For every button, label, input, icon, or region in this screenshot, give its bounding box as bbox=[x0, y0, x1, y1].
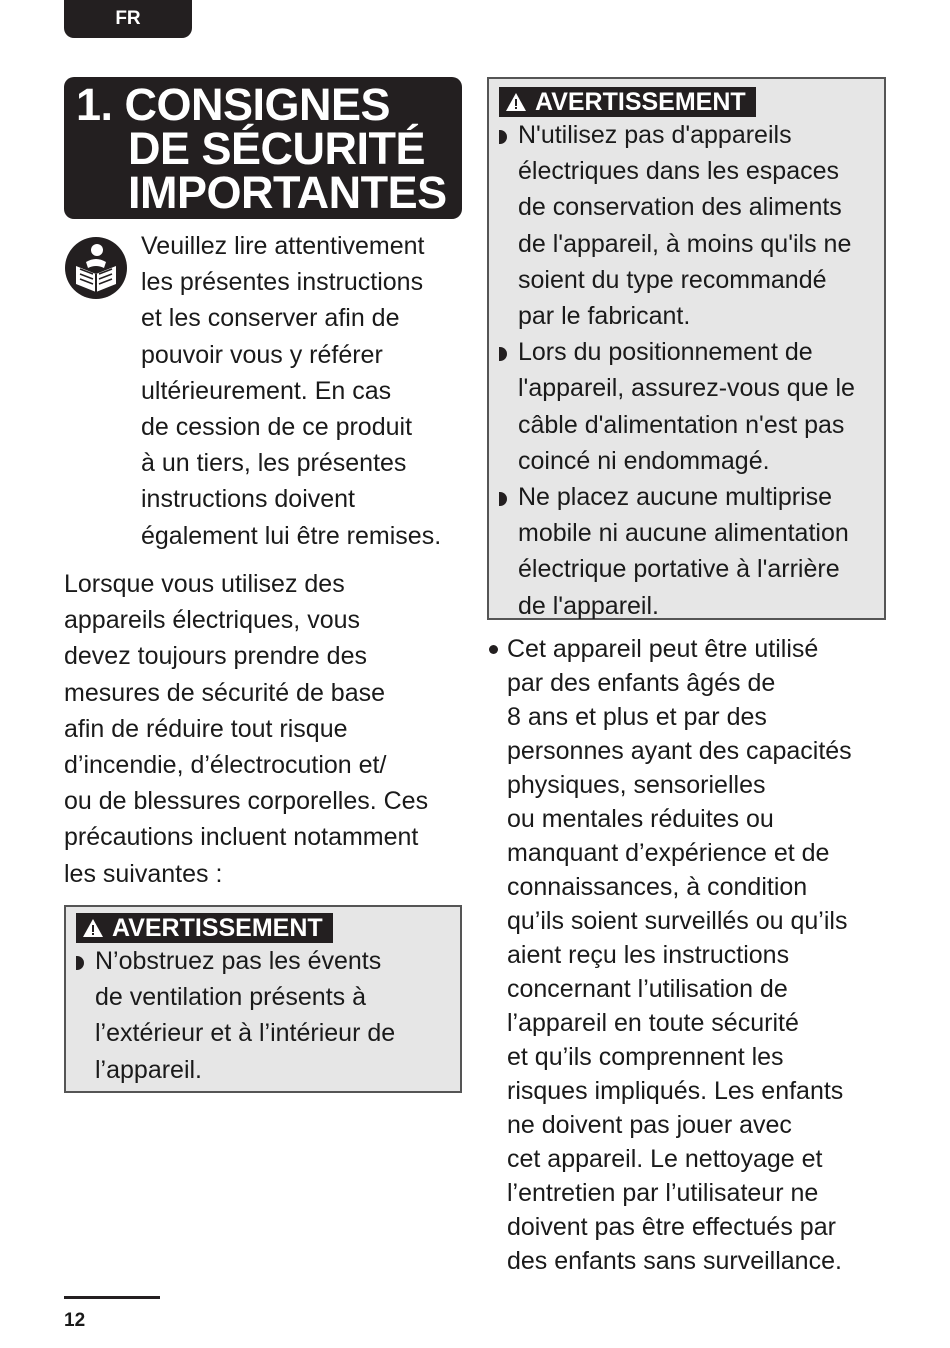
intro-line: ultérieurement. En cas bbox=[141, 376, 392, 405]
paragraph-line: les suivantes : bbox=[64, 859, 223, 888]
children-usage-paragraph bbox=[487, 632, 887, 1278]
half-circle-bullet-icon bbox=[499, 130, 507, 144]
warning-item bbox=[76, 943, 450, 1088]
paragraph-line: Lorsque vous utilisez des bbox=[64, 570, 345, 598]
bullet-line: l’entretien par l’utilisateur ne bbox=[507, 1179, 819, 1207]
intro-line: à un tiers, les présentes bbox=[141, 449, 407, 478]
warning-line: par le fabricant. bbox=[518, 302, 691, 331]
title-line-2: DE SÉCURITÉ bbox=[128, 123, 426, 174]
intro-line: instructions doivent bbox=[141, 485, 356, 514]
intro-line: pouvoir vous y référer bbox=[141, 340, 383, 369]
bullet-dot-icon bbox=[489, 645, 498, 654]
intro-line: de cession de ce produit bbox=[141, 413, 413, 442]
bullet-line: concernant l’utilisation de bbox=[507, 975, 788, 1003]
bullet-line: 8 ans et plus et par des bbox=[507, 703, 767, 731]
warning-triangle-icon bbox=[505, 92, 527, 112]
language-tab bbox=[64, 0, 192, 38]
section-title bbox=[64, 77, 462, 219]
warning-item bbox=[499, 334, 876, 479]
read-manual-icon bbox=[64, 236, 128, 300]
bullet-line: risques impliqués. Les enfants bbox=[507, 1077, 844, 1105]
bullet-line: manquant d’expérience et de bbox=[507, 839, 830, 867]
warning-item bbox=[499, 117, 876, 334]
bullet-line: ne doivent pas jouer avec bbox=[507, 1111, 792, 1139]
half-circle-bullet-icon bbox=[499, 492, 507, 506]
warning-line: N'utilisez pas d'appareils bbox=[518, 121, 792, 149]
paragraph-line: devez toujours prendre des bbox=[64, 642, 367, 671]
language-label: FR bbox=[115, 8, 141, 29]
bullet-line: ou mentales réduites ou bbox=[507, 805, 774, 833]
paragraph-line: mesures de sécurité de base bbox=[64, 678, 386, 707]
bullet-line: physiques, sensorielles bbox=[507, 771, 766, 799]
warning-triangle-icon bbox=[82, 918, 104, 938]
warning-label-text: AVERTISSEMENT bbox=[112, 914, 323, 942]
warning-line: Lors du positionnement de bbox=[518, 338, 813, 367]
intro-line: également lui être remises. bbox=[141, 521, 442, 550]
warning-line: de ventilation présents à bbox=[95, 983, 367, 1012]
warning-box-ventilation bbox=[64, 905, 462, 1093]
warning-line: l’extérieur et à l’intérieur de bbox=[95, 1019, 396, 1048]
warning-line: mobile ni aucune alimentation bbox=[518, 519, 849, 548]
title-line-1: 1. CONSIGNES bbox=[76, 79, 391, 130]
paragraph-line: appareils électriques, vous bbox=[64, 606, 360, 635]
bullet-line: et qu’ils comprennent les bbox=[507, 1043, 784, 1071]
warning-label bbox=[499, 87, 756, 117]
bullet-line: par des enfants âgés de bbox=[507, 669, 776, 697]
bullet-line: Cet appareil peut être utilisé bbox=[507, 635, 819, 663]
bullet-line: des enfants sans surveillance. bbox=[507, 1247, 842, 1275]
warning-line: de conservation des aliments bbox=[518, 193, 842, 222]
bullet-line: cet appareil. Le nettoyage et bbox=[507, 1145, 823, 1173]
bullet-line: qu’ils soient surveillés ou qu’ils bbox=[507, 907, 848, 935]
paragraph-line: ou de blessures corporelles. Ces bbox=[64, 787, 429, 816]
warning-label-text: AVERTISSEMENT bbox=[535, 88, 746, 116]
warning-line: câble d'alimentation n'est pas bbox=[518, 410, 845, 439]
intro-text bbox=[141, 228, 461, 554]
warning-line: électrique portative à l'arrière bbox=[518, 555, 840, 584]
bullet-line: doivent pas être effectués par bbox=[507, 1213, 836, 1241]
warning-line: N’obstruez pas les évents bbox=[95, 947, 382, 975]
warning-line: l’appareil. bbox=[95, 1055, 203, 1084]
bullet-line: l’appareil en toute sécurité bbox=[507, 1009, 799, 1037]
bullet-line: aient reçu les instructions bbox=[507, 941, 790, 969]
footer-divider bbox=[64, 1296, 160, 1299]
bullet-line: connaissances, à condition bbox=[507, 873, 808, 901]
warning-line: coincé ni endommagé. bbox=[518, 446, 770, 475]
paragraph-line: afin de réduire tout risque bbox=[64, 714, 348, 743]
warning-line: de l'appareil. bbox=[518, 591, 659, 620]
half-circle-bullet-icon bbox=[76, 956, 84, 970]
warning-label bbox=[76, 913, 333, 943]
safety-paragraph bbox=[64, 566, 462, 892]
bullet-line: personnes ayant des capacités bbox=[507, 737, 852, 765]
warning-line: de l'appareil, à moins qu'ils ne bbox=[518, 229, 852, 258]
paragraph-line: d’incendie, d’électrocution et/ bbox=[64, 751, 387, 780]
title-line-3: IMPORTANTES bbox=[128, 167, 447, 218]
warning-line: l'appareil, assurez-vous que le bbox=[518, 374, 855, 403]
paragraph-line: précautions incluent notamment bbox=[64, 823, 419, 852]
warning-line: électriques dans les espaces bbox=[518, 157, 840, 186]
warning-box-appliance bbox=[487, 77, 886, 620]
warning-item bbox=[499, 479, 876, 624]
intro-line: les présentes instructions bbox=[141, 268, 424, 297]
intro-line: et les conserver afin de bbox=[141, 304, 400, 333]
warning-line: Ne placez aucune multiprise bbox=[518, 483, 833, 512]
page-number: 12 bbox=[64, 1310, 86, 1331]
half-circle-bullet-icon bbox=[499, 347, 507, 361]
warning-line: soient du type recommandé bbox=[518, 265, 827, 294]
intro-line: Veuillez lire attentivement bbox=[141, 232, 425, 260]
